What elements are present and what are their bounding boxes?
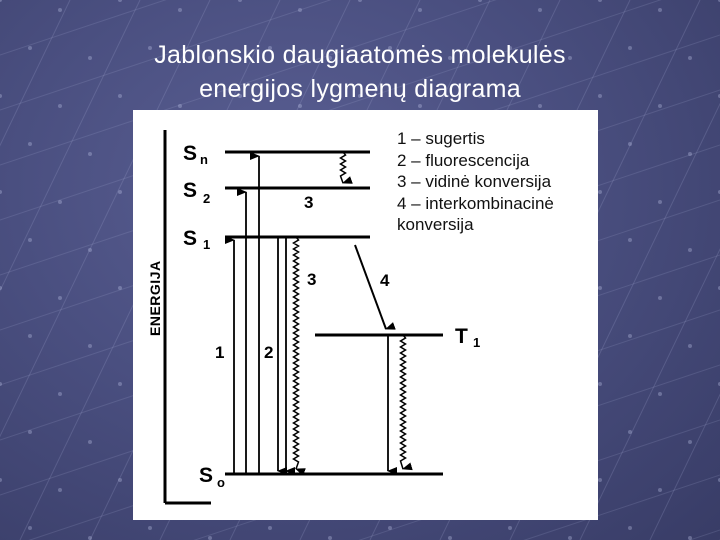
process-number-ic-upper: 3 [304,193,314,212]
legend [397,128,554,236]
legend-item-intersystem-crossing-cont: konversija [397,215,474,234]
energy-axis-label: ENERGIJA [147,260,163,336]
process-number-fluorescence: 2 [264,343,274,362]
legend-item-internal-conversion: 3 – vidinė konversija [397,172,552,191]
label-s0: S [199,464,214,487]
label-s2: S [183,179,198,202]
slide-title-line-1: Jablonskio daugiaatomės molekulės [154,41,566,69]
legend-item-absorption: 1 – sugertis [397,129,485,148]
label-t1-sub: 1 [473,335,481,350]
label-s1: S [183,227,198,250]
label-s2-sub: 2 [203,191,211,206]
diagram-panel [133,110,598,520]
process-number-ic-lower: 3 [307,270,317,289]
label-sn: S [183,142,198,165]
internal-conversion-arrow-t1-s0 [401,335,406,469]
label-s0-sub: o [217,475,225,490]
internal-conversion-arrow-sn-s2 [341,152,346,183]
label-s1-sub: 1 [203,237,211,252]
label-t1: T [455,325,468,348]
legend-item-intersystem-crossing: 4 – interkombinacinė [397,193,554,213]
legend-item-fluorescence: 2 – fluorescencija [397,150,530,170]
process-number-absorption: 1 [215,343,225,362]
label-sn-sub: n [200,152,208,167]
internal-conversion-arrow-s1-s0 [294,237,299,469]
process-number-isc: 4 [380,271,390,290]
slide-title-line-2: energijos lygmenų diagrama [199,75,521,103]
